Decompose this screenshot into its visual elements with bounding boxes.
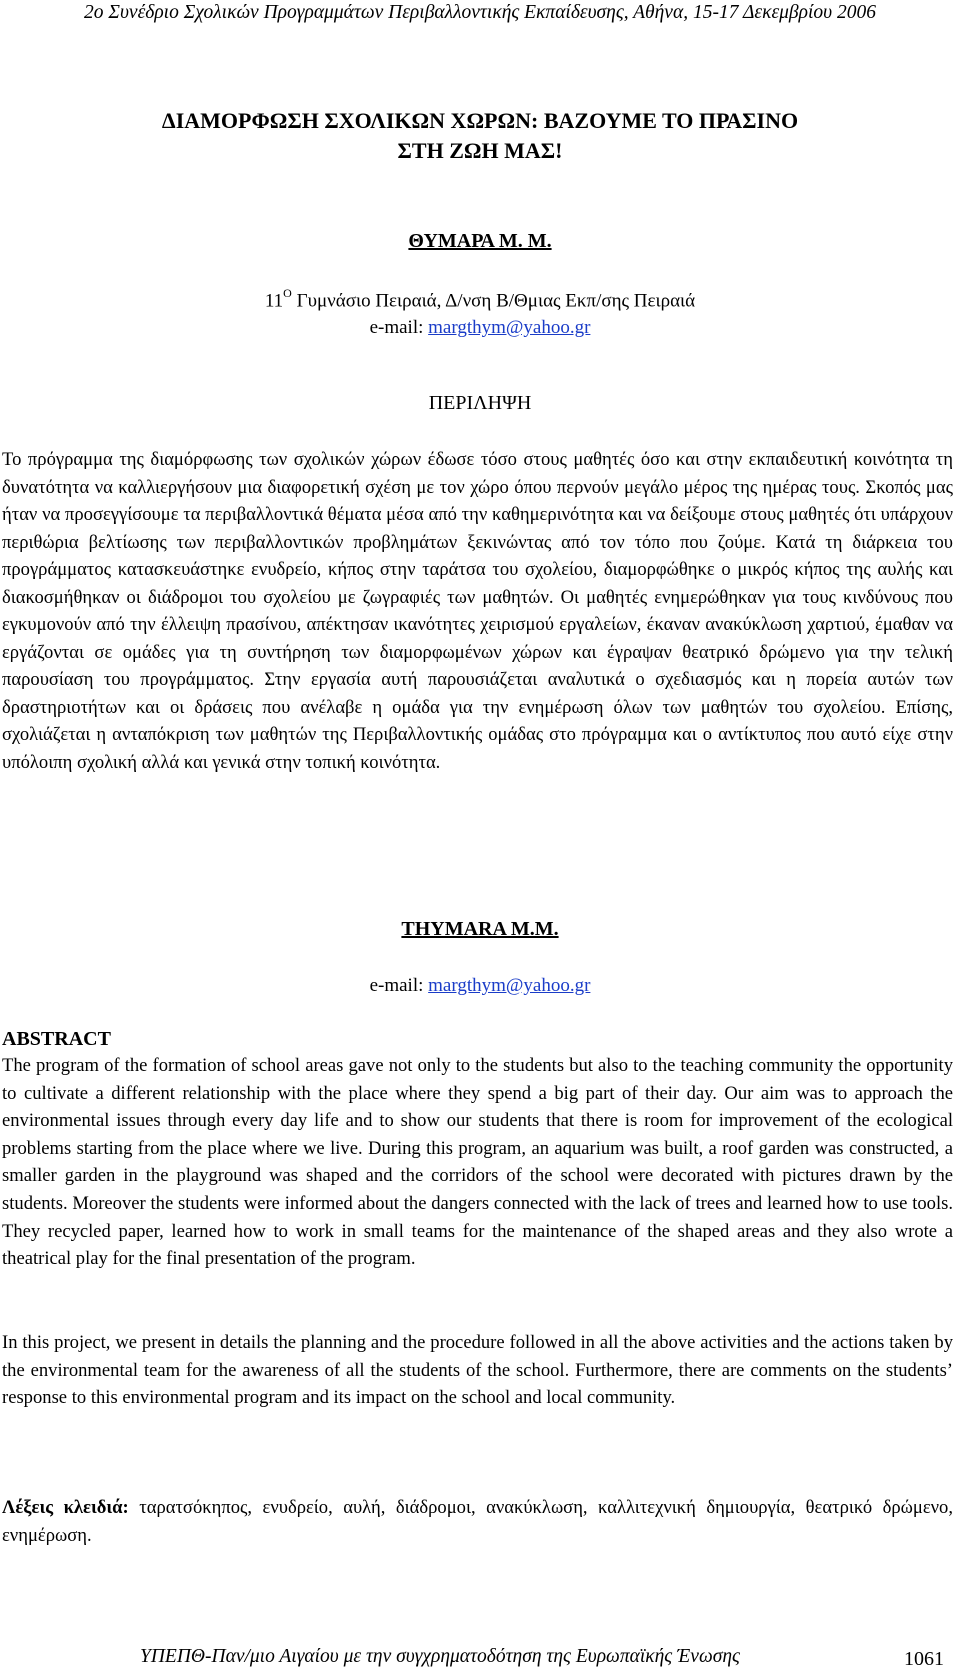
affiliation-superscript: Ο [283,286,292,300]
author-name [0,228,960,254]
keywords-block [2,1494,953,1550]
running-footer: ΥΠΕΠΘ-Παν/μιο Αιγαίου με την συγχρηματοδότηση της Ευρωπαϊκής Ένωσης [140,1646,740,1667]
paper-title-line-2: ΣΤΗ ΖΩΗ ΜΑΣ! [397,138,563,163]
english-abstract-paragraph-2: In this project, we present in details the planning and the procedure followed in all the above activities and the actions taken by the environmental team for the awareness of all the students of the school. Furthermore, there are comments on the students’ response to this environmental program and its impact on the school and local community. [2,1332,953,1409]
affiliation-number: 11 [264,290,284,312]
english-author-name [0,916,960,942]
english-author-name-text: THYMARA M.M. [401,918,559,940]
english-email-line [0,972,960,999]
paper-title [0,106,960,166]
english-email-link[interactable]: margthym@yahoo.gr [428,975,591,996]
english-email-label: e-mail: [369,975,429,996]
english-abstract-paragraph-1: The program of the formation of school areas gave not only to the students but also to the teaching community the opportunity to cultivate a different relationship with the place where they spend a big part of their day. Our aim was to approach the environmental issues through every day life and to show our students that there is room for improvement of the ecological problems starting from the place where we live. During this program, an aquarium was built, a roof garden was constructed, a smaller garden in the playground was shaped and the corridors of the school were decorated with pictures drawn by the students. Moreover the students were informed about the dangers connected with the lack of trees and learned how to use tools. They recycled paper, learned how to work in small teams for the maintenance of the shaped areas and they also wrote a theatrical play for the final presentation of the program. [2,1055,953,1270]
page-number: 1061 [904,1648,944,1670]
email-label: e-mail: [369,317,429,339]
email-line [0,314,960,341]
author-name-text: ΘΥΜΑΡΑ Μ. Μ. [408,230,552,252]
author-email-link[interactable]: margthym@yahoo.gr [428,317,591,339]
paper-title-line-1: ΔΙΑΜΟΡΦΩΣΗ ΣΧΟΛΙΚΩΝ ΧΩΡΩΝ: ΒΑΖΟΥΜΕ ΤΟ ΠΡΑΣΙΝΟ [161,108,799,133]
greek-abstract-heading: ΠΕΡΙΛΗΨΗ [428,392,532,414]
author-affiliation-block [0,282,960,341]
affiliation-line [0,282,960,314]
affiliation-text: Γυμνάσιο Πειραιά, Δ/νση Β/Θμιας Εκπ/σης Πειραιά [291,290,696,312]
keywords-label: Λέξεις κλειδιά: [2,1497,129,1518]
keywords-text: ταρατσόκηπος, ενυδρείο, αυλή, διάδρομοι, ανακύκλωση, καλλιτεχνική δημιουργία, θεατρικό δρώμενο, ενημέρωση. [2,1497,953,1546]
running-header: 2ο Συνέδριο Σχολικών Προγραμμάτων Περιβαλλοντικής Εκπαίδευσης, Αθήνα, 15-17 Δεκεμβρίου 2006 [84,2,876,23]
greek-abstract-text: Το πρόγραμμα της διαμόρφωσης των σχολικών χώρων έδωσε τόσο στους μαθητές όσο και στην εκπαιδευτική κοινότητα τη δυνατότητα να καλλιεργήσουν μια διαφορετική σχέση με τον χώρο όπου περνούν μεγάλο μέρος της ημέρας τους. Σκοπός μας ήταν να προσεγγίσουμε τα περιβαλλοντικά θέματα μέσα από την καθημερινότητα και να δείξουμε στους μαθητές ότι υπάρχουν περιθώρια βελτίωσης των περιβαλλοντικών προβλημάτων ξεκινώντας από τον τόπο που ζούμε. Κατά τη διάρκεια του προγράμματος κατασκευάστηκε ενυδρείο, κήπος στην ταράτσα του σχολείου, διαμορφώθηκε ο μικρός κήπος της αυλής και διακοσμήθηκαν οι διάδρομοι του σχολείου με ζωγραφιές των μαθητών. Οι μαθητές ενημερώθηκαν για τους κινδύνους που εγκυμονούν από την έλλειψη πρασίνου, απέκτησαν ικανότητες χειρισμού εργαλείων, έκαναν ανακύκλωση χαρτιού, έμαθαν να εργάζονται σε ομάδες για τη συντήρηση των διαμορφωμένων χώρων και έγραψαν θεατρικό δρώμενο για την τελική παρουσίαση του προγράμματος. Στην εργασία αυτή παρουσιάζεται αναλυτικά ο σχεδιασμός και η πορεία αυτών των δραστηριοτήτων και οι δράσεις που ανέλαβε η ομάδα για την ενημέρωση όλων των μαθητών του σχολείου. Επίσης, σχολιάζεται η ανταπόκριση των μαθητών της Περιβαλλοντικής ομάδας στο πρόγραμμα και ο αντίκτυπος που αυτό είχε στην υπόλοιπη σχολική αλλά και γενικά στην τοπική κοινότητα. [2,449,953,773]
english-abstract-heading: ABSTRACT [2,1028,111,1050]
